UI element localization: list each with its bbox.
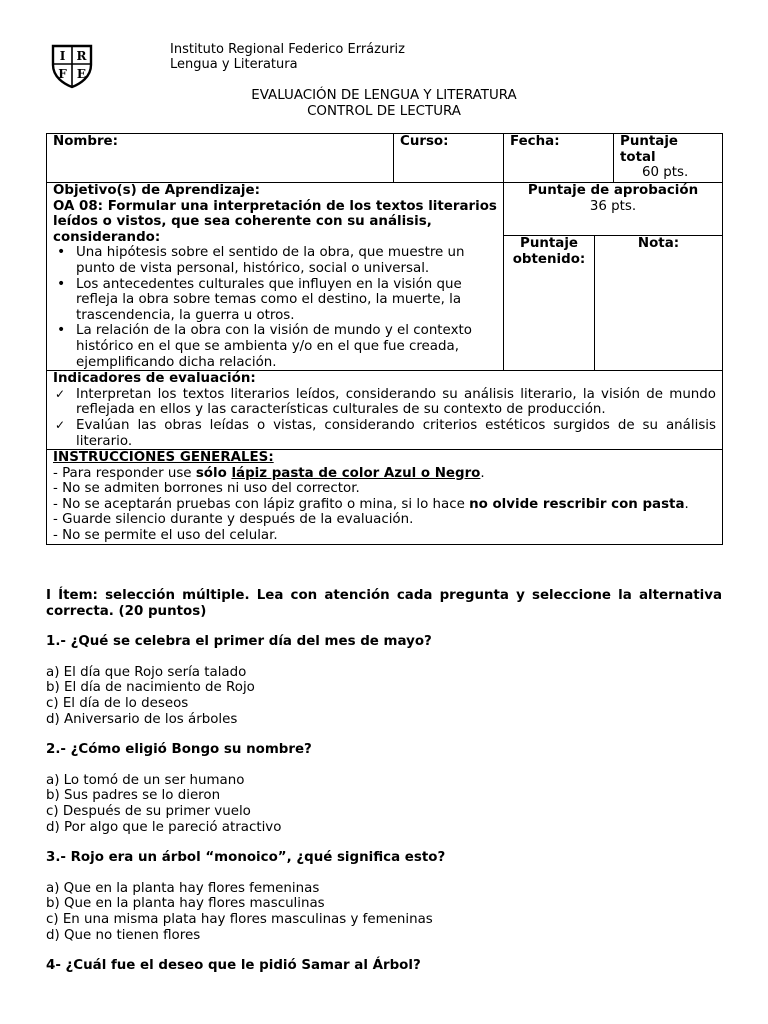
institution-name: Instituto Regional Federico Errázuriz <box>170 42 405 57</box>
svg-text:F: F <box>58 67 67 81</box>
institution-block <box>170 42 405 72</box>
nombre-field[interactable]: Nombre: <box>47 134 394 183</box>
option-item[interactable]: a) Lo tomó de un ser humano <box>46 772 245 788</box>
option-item[interactable]: b) Sus padres se lo dieron <box>46 788 221 804</box>
section-heading: I Ítem: selección múltiple. Lea con atención cada pregunta y seleccione la alternativa correcta. (20 puntos) <box>46 588 722 619</box>
instruction-line <box>53 466 716 482</box>
question-text: 4- ¿Cuál fue el deseo que le pidió Samar al Árbol? <box>46 958 421 974</box>
instruction-text: - Para responder use <box>53 465 196 481</box>
option-item[interactable]: d) Por algo que le pareció atractivo <box>46 819 282 835</box>
question-text: 2.- ¿Cómo eligió Bongo su nombre? <box>46 742 312 758</box>
fecha-field[interactable]: Fecha: <box>504 134 614 183</box>
options-list <box>46 773 722 835</box>
puntaje-obtenido-field[interactable]: Puntaje obtenido: <box>504 236 595 371</box>
instruction-text: - No se aceptarán pruebas con lápiz grafito o mina, si lo hace <box>53 496 470 512</box>
option-item[interactable]: a) Que en la planta hay flores femeninas <box>46 880 320 896</box>
school-logo <box>50 43 94 89</box>
svg-text:I: I <box>59 49 66 63</box>
option-item[interactable]: c) Después de su primer vuelo <box>46 803 251 819</box>
puntaje-total-label: Puntaje total <box>620 134 678 165</box>
svg-text:E: E <box>76 67 87 81</box>
svg-text:R: R <box>76 49 87 63</box>
instruction-line: - No se admiten borrones ni uso del corrector. <box>53 481 360 497</box>
objetivos-heading: Objetivo(s) de Aprendizaje: <box>53 183 260 198</box>
document-subtitle: CONTROL DE LECTURA <box>307 104 461 119</box>
curso-field[interactable]: Curso: <box>394 134 504 183</box>
option-item[interactable]: b) Que en la planta hay flores masculinas <box>46 896 325 912</box>
option-item[interactable]: c) El día de lo deseos <box>46 695 189 711</box>
aprobacion-cell <box>504 183 723 236</box>
instruction-line <box>53 497 716 513</box>
objetivos-list <box>53 245 497 370</box>
option-item[interactable]: d) Aniversario de los árboles <box>46 711 238 727</box>
question-section <box>46 588 722 974</box>
option-item[interactable]: a) El día que Rojo sería talado <box>46 664 247 680</box>
subject-name: Lengua y Literatura <box>170 57 298 72</box>
question-text: 1.- ¿Qué se celebra el primer día del mes de mayo? <box>46 634 432 650</box>
indicadores-list <box>53 387 716 449</box>
list-item: • Los antecedentes culturales que influyen en la visión que refleja la obra sobre temas como el destino, la muerte, la trascendencia, la guerra u otros. <box>76 277 497 324</box>
options-list <box>46 665 722 727</box>
option-item[interactable]: c) En una misma plata hay flores masculinas y femeninas <box>46 911 433 927</box>
options-list <box>46 881 722 943</box>
nota-field[interactable]: Nota: <box>595 236 723 371</box>
instruction-text: . <box>480 465 485 481</box>
indicadores-cell <box>47 371 723 450</box>
document-title: EVALUACIÓN DE LENGUA Y LITERATURA <box>251 88 517 103</box>
instruction-emphasis-underlined: lápiz pasta de color Azul o Negro <box>231 465 481 481</box>
objetivos-cell <box>47 183 504 371</box>
header-table <box>46 133 723 545</box>
question-text: 3.- Rojo era un árbol “monoico”, ¿qué significa esto? <box>46 850 446 866</box>
instruction-emphasis: sólo <box>195 465 232 481</box>
objetivo-oa08: OA 08: Formular una interpretación de los textos literarios leídos o vistos, que sea coherente con su análisis, considerando: <box>53 198 497 245</box>
document-titles <box>0 88 768 120</box>
list-item: ✓ Interpretan los textos literarios leídos, considerando su análisis literario, la visión de mundo reflejada en ellos y las características culturales de su contexto de producción. <box>76 387 716 418</box>
aprobacion-label: Puntaje de aprobación <box>527 183 699 198</box>
instruction-line: - Guarde silencio durante y después de la evaluación. <box>53 512 414 528</box>
puntaje-total-cell <box>614 134 723 183</box>
list-item: • La relación de la obra con la visión de mundo y el contexto histórico en el que se ambienta y/o en el que fue creada, ejemplificando dicha relación. <box>76 323 497 370</box>
aprobacion-value: 36 pts. <box>589 198 637 214</box>
puntaje-total-value: 60 pts. <box>642 165 689 181</box>
option-item[interactable]: b) El día de nacimiento de Rojo <box>46 680 255 696</box>
option-item[interactable]: d) Que no tienen flores <box>46 927 201 943</box>
indicadores-heading: Indicadores de evaluación: <box>53 371 256 387</box>
instrucciones-cell <box>47 450 723 545</box>
instruction-text: . <box>684 496 689 512</box>
list-item: • Una hipótesis sobre el sentido de la obra, que muestre un punto de vista personal, histórico, social o universal. <box>76 245 497 276</box>
instruction-emphasis: no olvide rescribir con pasta <box>469 496 685 512</box>
list-item: ✓ Evalúan las obras leídas o vistas, considerando criterios estéticos surgidos de su análisis literario. <box>76 418 716 449</box>
instruction-line: - No se permite el uso del celular. <box>53 528 278 544</box>
instrucciones-heading: INSTRUCCIONES GENERALES: <box>53 450 274 466</box>
